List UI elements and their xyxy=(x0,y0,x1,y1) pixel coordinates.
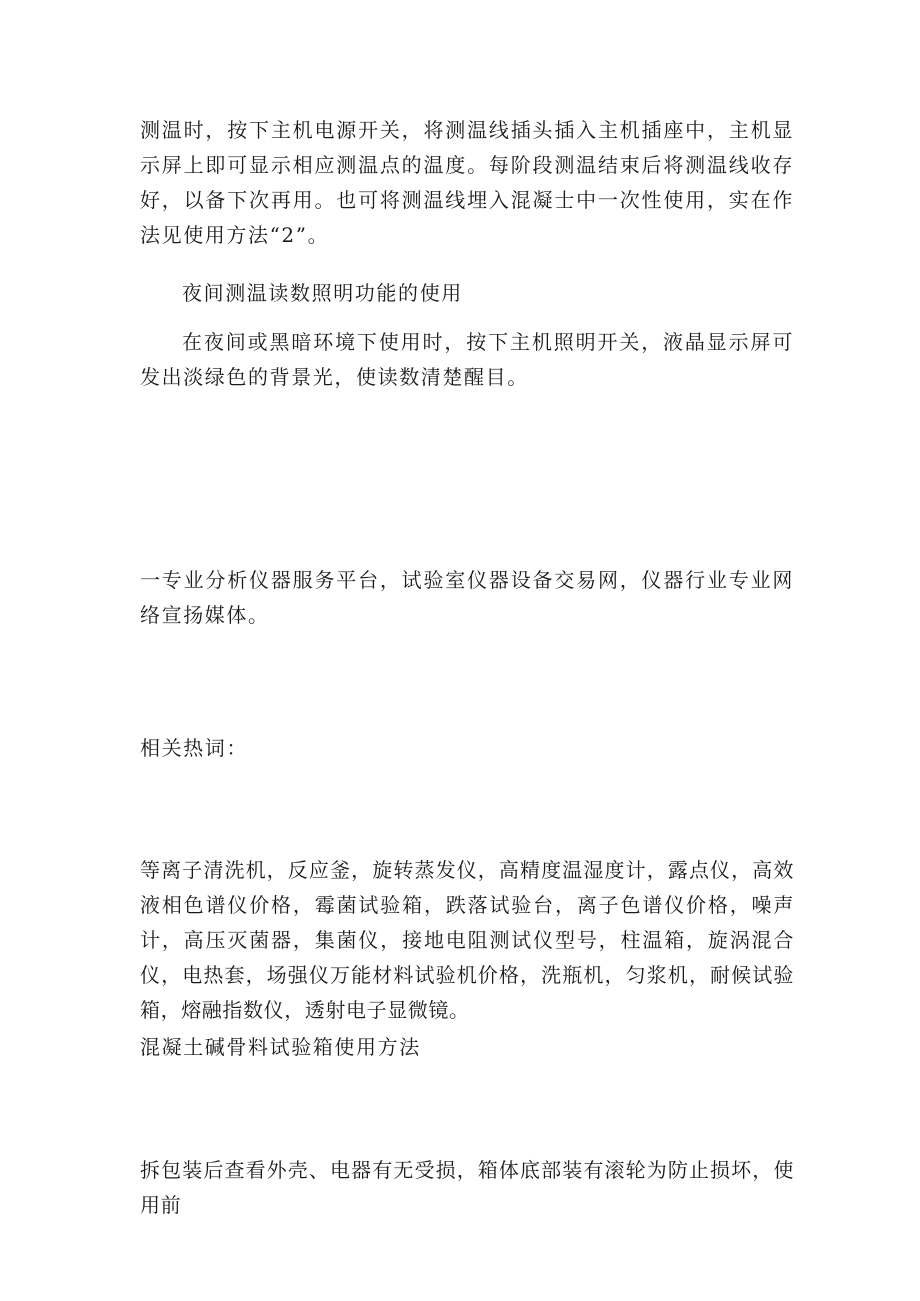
paragraph-platform-intro: 一专业分析仪器服务平台，试验室仪器设备交易网，仪器行业专业网络宣扬媒体。 xyxy=(140,568,794,627)
related-keywords-label: 相关热词： xyxy=(140,736,248,760)
paragraph-measurement-usage: 测温时，按下主机电源开关，将测温线插头插入主机插座中，主机显示屏上即可显示相应测温点的温度。每阶段测温结束后将测温线收存好，以备下次再用。也可将测温线埋入混凝士中一次性使用，实在作法见使用方法“2”。 xyxy=(140,118,794,247)
section-heading-test-chamber: 混凝土碱骨料试验箱使用方法 xyxy=(140,1035,421,1059)
section-heading-night-lighting: 夜间测温读数照明功能的使用 xyxy=(182,281,463,305)
paragraph-night-lighting: 在夜间或黑暗环境下使用时，按下主机照明开关，液晶显示屏可发出淡绿色的背景光，使读数清楚醒目。 xyxy=(140,330,794,389)
related-keywords-list: 等离子清洗机，反应釜，旋转蒸发仪，高精度温湿度计，露点仪，高效液相色谱仪价格，霉菌试验箱，跌落试验台，离子色谱仪价格，噪声计，高压灭菌器，集菌仪，接地电阻测试仪型号，柱温箱，旋涡混合仪，电热套，场强仪万能材料试验机价格，洗瓶机，匀浆机，耐候试验箱，熔融指数仪，透射电子显微镜。 xyxy=(140,858,794,1022)
paragraph-unpacking: 拆包装后查看外壳、电器有无受损，箱体底部装有滚轮为防止损坏，使用前 xyxy=(140,1158,794,1217)
